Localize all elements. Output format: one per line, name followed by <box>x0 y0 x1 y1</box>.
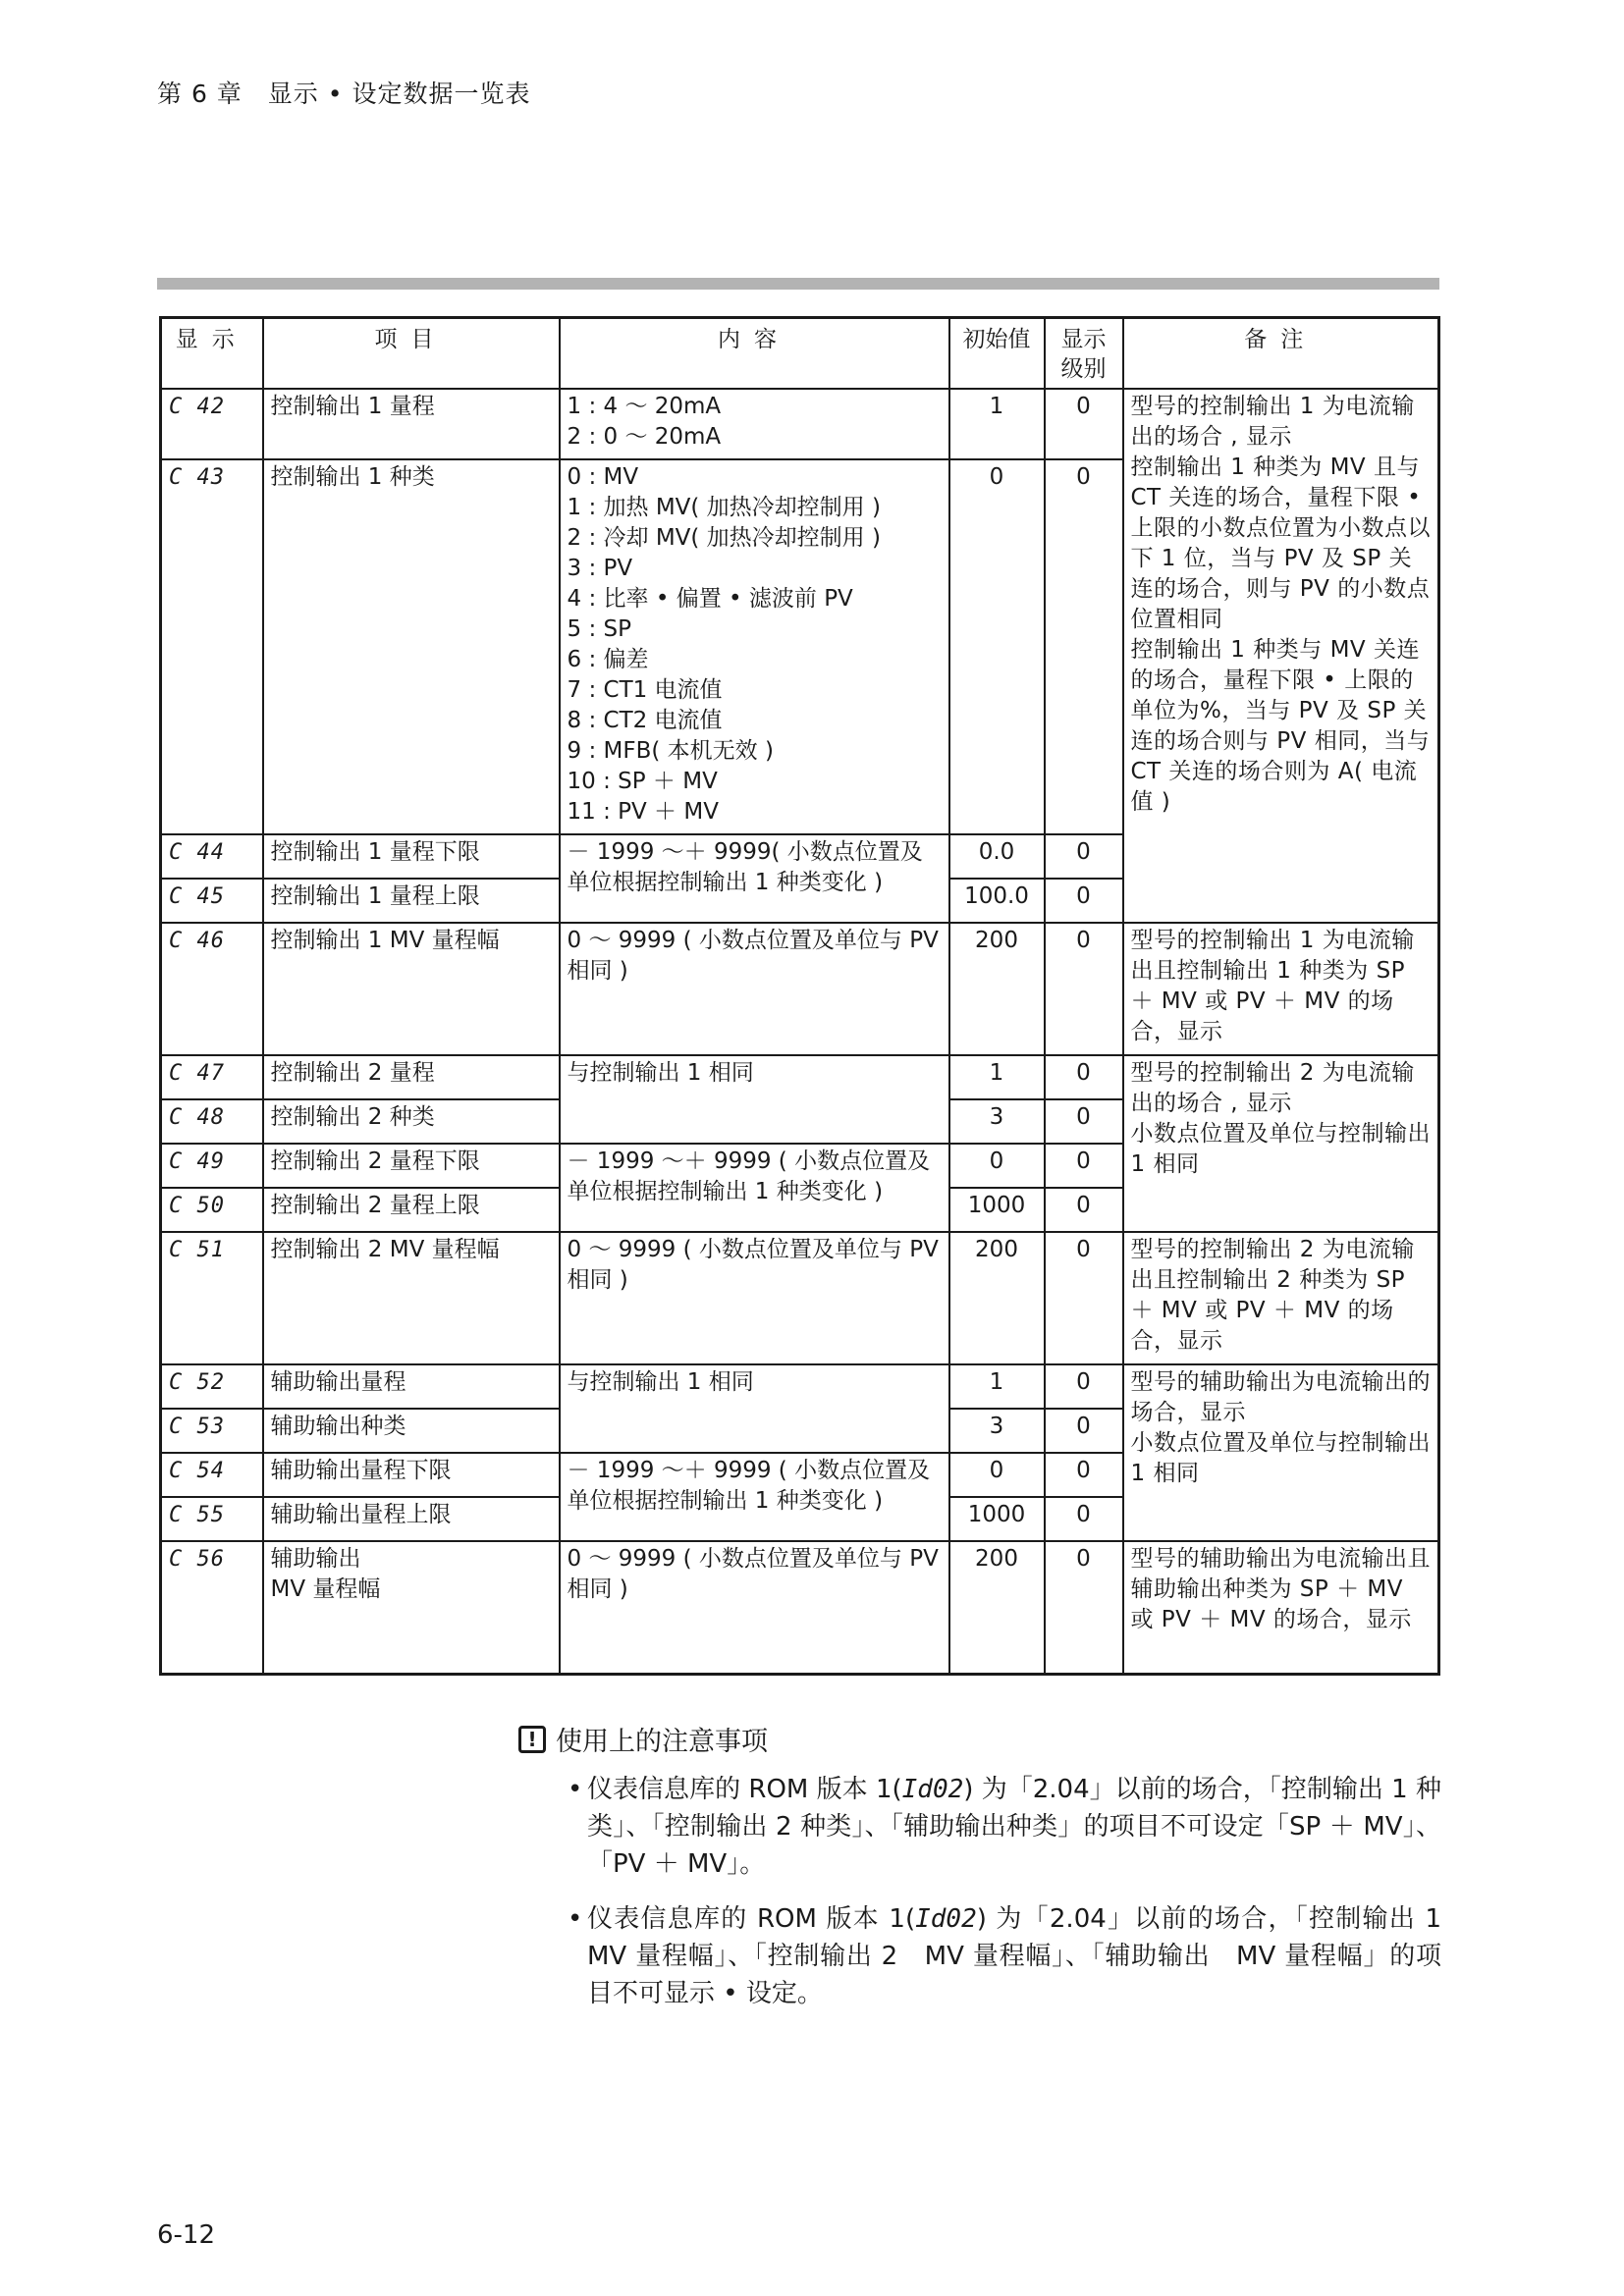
note: 型号的辅助输出为电流输出且辅助输出种类为 SP ＋ MV 或 PV ＋ MV 的场合，显示 <box>1123 1541 1439 1674</box>
display-level: 0 <box>1045 1144 1123 1188</box>
initial-value: 3 <box>949 1409 1045 1453</box>
display-level: 0 <box>1045 923 1123 1055</box>
item-content: 与控制输出 1 相同 <box>560 1364 949 1453</box>
caution-title: 使用上的注意事项 <box>556 1727 768 1757</box>
initial-value: 1000 <box>949 1497 1045 1541</box>
caution-heading <box>518 1720 768 1758</box>
header-initial-value: 初始值 <box>949 318 1045 390</box>
initial-value: 0.0 <box>949 834 1045 879</box>
display-level: 0 <box>1045 1055 1123 1099</box>
item-name: 控制输出 1 MV 量程幅 <box>263 923 560 1055</box>
display-level: 0 <box>1045 1497 1123 1541</box>
caution-text-1-pre: 仪表信息库的 ROM 版本 1( <box>587 1775 902 1804</box>
settings-table <box>159 316 1440 1676</box>
display-code: C 42 <box>161 389 263 459</box>
note: 型号的控制输出 1 为电流输出的场合 , 显示 控制输出 1 种类为 MV 且与 CT 关连的场合，量程下限 • 上限的小数点位置为小数点以下 1 位，当与 PV 及 SP 关连的场合，则与 PV 的小数点位置相同 控制输出 1 种类与 MV 关连的场合，量程下限 • 上限的单位为%，当与 PV 及 SP 关连的场合则与 PV 相同，当与 CT 关连的场合则为 A( 电流值 ) <box>1123 389 1439 923</box>
rom-version-code: Id02 <box>915 1904 977 1934</box>
caution-icon: ! <box>518 1726 546 1753</box>
bullet-dot-icon: • <box>568 1775 583 1804</box>
note: 型号的控制输出 2 为电流输出的场合 , 显示 小数点位置及单位与控制输出 1 相同 <box>1123 1055 1439 1232</box>
note: 型号的控制输出 2 为电流输出且控制输出 2 种类为 SP ＋ MV 或 PV ＋ MV 的场合，显示 <box>1123 1232 1439 1364</box>
display-code: C 52 <box>161 1364 263 1409</box>
item-content: 1 : 4 ～ 20mA 2 : 0 ～ 20mA <box>560 389 949 459</box>
item-name: 控制输出 1 量程下限 <box>263 834 560 879</box>
bullet-dot-icon: • <box>568 1904 583 1934</box>
initial-value: 1 <box>949 1364 1045 1409</box>
table-row <box>161 1232 1439 1364</box>
display-level: 0 <box>1045 1541 1123 1674</box>
caution-text-2-post: ) 为「2.04」以前的场合，「控制输出 1 MV 量程幅」、「控制输出 2 MV 量程幅」、「辅助输出 MV 量程幅」的项目不可显示 • 设定。 <box>587 1904 1468 2008</box>
initial-value: 100.0 <box>949 879 1045 923</box>
display-level: 0 <box>1045 1364 1123 1409</box>
item-name: 控制输出 1 量程 <box>263 389 560 459</box>
initial-value: 200 <box>949 1541 1045 1674</box>
item-name: 控制输出 1 量程上限 <box>263 879 560 923</box>
caution-text-2 <box>587 1900 1468 2012</box>
header-note: 备注 <box>1123 318 1439 390</box>
header-item: 项目 <box>263 318 560 390</box>
display-level: 0 <box>1045 1232 1123 1364</box>
rom-version-code: Id02 <box>901 1775 964 1804</box>
caution-text-1 <box>587 1771 1441 1883</box>
initial-value: 1 <box>949 1055 1045 1099</box>
page-number: 6-12 <box>157 2220 216 2250</box>
display-level: 0 <box>1045 834 1123 879</box>
initial-value: 1 <box>949 389 1045 459</box>
display-level: 0 <box>1045 1453 1123 1497</box>
item-content: 与控制输出 1 相同 <box>560 1055 949 1144</box>
item-name: 控制输出 2 种类 <box>263 1099 560 1144</box>
item-content: － 1999 ～＋ 9999( 小数点位置及单位根据控制输出 1 种类变化 ) <box>560 834 949 923</box>
initial-value: 0 <box>949 459 1045 834</box>
note: 型号的辅助输出为电流输出的场合，显示 小数点位置及单位与控制输出 1 相同 <box>1123 1364 1439 1541</box>
initial-value: 1000 <box>949 1188 1045 1232</box>
table-row <box>161 1541 1439 1674</box>
item-content: － 1999 ～＋ 9999 ( 小数点位置及单位根据控制输出 1 种类变化 ) <box>560 1144 949 1232</box>
initial-value: 200 <box>949 923 1045 1055</box>
display-code: C 43 <box>161 459 263 834</box>
table-header-row <box>161 318 1439 390</box>
item-name: 辅助输出种类 <box>263 1409 560 1453</box>
display-code: C 55 <box>161 1497 263 1541</box>
item-content: 0 ～ 9999 ( 小数点位置及单位与 PV 相同 ) <box>560 923 949 1055</box>
list-item <box>568 1900 1468 2012</box>
item-name: 辅助输出 MV 量程幅 <box>263 1541 560 1674</box>
header-content: 内容 <box>560 318 949 390</box>
item-content: 0 ～ 9999 ( 小数点位置及单位与 PV 相同 ) <box>560 1541 949 1674</box>
chapter-header: 第 6 章 显示 • 设定数据一览表 <box>157 80 531 108</box>
display-level: 0 <box>1045 1099 1123 1144</box>
item-name: 控制输出 2 量程下限 <box>263 1144 560 1188</box>
item-name: 控制输出 2 MV 量程幅 <box>263 1232 560 1364</box>
header-display: 显示 <box>161 318 263 390</box>
item-name: 控制输出 1 种类 <box>263 459 560 834</box>
display-code: C 56 <box>161 1541 263 1674</box>
item-content: － 1999 ～＋ 9999 ( 小数点位置及单位根据控制输出 1 种类变化 ) <box>560 1453 949 1541</box>
display-level: 0 <box>1045 459 1123 834</box>
caution-text-2-pre: 仪表信息库的 ROM 版本 1( <box>587 1904 916 1934</box>
item-name: 控制输出 2 量程上限 <box>263 1188 560 1232</box>
table-row <box>161 1364 1439 1409</box>
initial-value: 0 <box>949 1453 1045 1497</box>
item-name: 辅助输出量程 <box>263 1364 560 1409</box>
display-code: C 50 <box>161 1188 263 1232</box>
table-row <box>161 923 1439 1055</box>
item-name: 辅助输出量程下限 <box>263 1453 560 1497</box>
table-row <box>161 1055 1439 1099</box>
display-code: C 48 <box>161 1099 263 1144</box>
header-display-level: 显示 级别 <box>1045 318 1123 390</box>
item-content: 0 ～ 9999 ( 小数点位置及单位与 PV 相同 ) <box>560 1232 949 1364</box>
display-level: 0 <box>1045 1188 1123 1232</box>
initial-value: 3 <box>949 1099 1045 1144</box>
table-row <box>161 389 1439 459</box>
display-code: C 54 <box>161 1453 263 1497</box>
initial-value: 0 <box>949 1144 1045 1188</box>
display-code: C 45 <box>161 879 263 923</box>
initial-value: 200 <box>949 1232 1045 1364</box>
list-item <box>568 1771 1441 1883</box>
note: 型号的控制输出 1 为电流输出且控制输出 1 种类为 SP ＋ MV 或 PV ＋ MV 的场合，显示 <box>1123 923 1439 1055</box>
display-level: 0 <box>1045 389 1123 459</box>
display-level: 0 <box>1045 1409 1123 1453</box>
item-content: 0 : MV 1 : 加热 MV( 加热冷却控制用 ) 2 : 冷却 MV( 加热冷却控制用 ) 3 : PV 4 : 比率 • 偏置 • 滤波前 PV 5 : SP 6 : 偏差 7 : CT1 电流值 8 : CT2 电流值 9 : MFB( 本机无效 ) 10 : SP ＋ MV 11 : PV ＋ MV <box>560 459 949 834</box>
caution-list <box>568 1771 1468 2030</box>
item-name: 控制输出 2 量程 <box>263 1055 560 1099</box>
display-code: C 49 <box>161 1144 263 1188</box>
display-level: 0 <box>1045 879 1123 923</box>
caution-text-1-post: ) 为「2.04」以前的场合，「控制输出 1 种类」、「控制输出 2 种类」、「辅助输出种类」的项目不可设定「SP ＋ MV」、「PV ＋ MV」。 <box>587 1775 1441 1879</box>
display-code: C 46 <box>161 923 263 1055</box>
display-code: C 51 <box>161 1232 263 1364</box>
display-code: C 53 <box>161 1409 263 1453</box>
display-code: C 44 <box>161 834 263 879</box>
display-code: C 47 <box>161 1055 263 1099</box>
item-name: 辅助输出量程上限 <box>263 1497 560 1541</box>
section-divider-bar <box>157 278 1439 290</box>
